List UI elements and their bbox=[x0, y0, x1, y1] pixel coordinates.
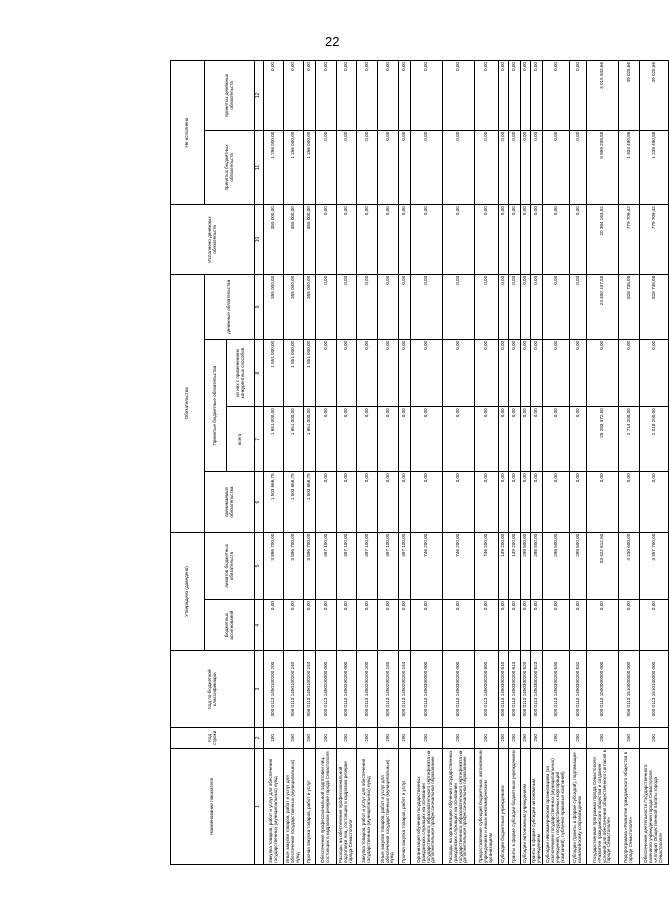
cell-name: Гранты в форме субсидии автономным учреждениям bbox=[531, 748, 543, 864]
column-number: 6 bbox=[255, 472, 264, 532]
cell-code: 200 bbox=[521, 727, 531, 748]
cell-code: 200 bbox=[337, 727, 357, 748]
rotated-table-container bbox=[170, 60, 663, 865]
cell-c11: 0,00 bbox=[531, 130, 543, 204]
cell-c7: 0,00 bbox=[509, 407, 521, 472]
cell-c11: 1 296 000,00 bbox=[284, 130, 304, 204]
cell-code: 200 bbox=[619, 727, 640, 748]
cell-kbk: 000 0113 1450300000 000 bbox=[411, 651, 443, 728]
cell-c4: 0,00 bbox=[316, 600, 337, 651]
cell-c10: 0,00 bbox=[411, 205, 443, 275]
cell-c10: 0,00 bbox=[337, 205, 357, 275]
cell-c7: 0,00 bbox=[399, 407, 411, 472]
header-limits: лимитов бюджетных обязательств bbox=[205, 532, 255, 599]
cell-c4: 0,00 bbox=[357, 600, 378, 651]
cell-c12: 0,00 bbox=[509, 61, 521, 131]
cell-code: 200 bbox=[587, 727, 619, 748]
cell-c4: 0,00 bbox=[443, 600, 475, 651]
header-code: Код строки bbox=[171, 727, 255, 748]
cell-c10: 0,00 bbox=[399, 205, 411, 275]
cell-c11: 1 296 000,00 bbox=[304, 130, 316, 204]
cell-c9: 23 400 107,58 bbox=[587, 274, 619, 339]
column-number: 10 bbox=[255, 205, 264, 275]
header-accepted-monetary-obl: принятых денежных обязательств bbox=[205, 61, 255, 131]
cell-code: 200 bbox=[640, 727, 669, 748]
header-approved: Утверждено (доведено) bbox=[171, 532, 205, 651]
cell-c7: 0,00 bbox=[337, 407, 357, 472]
cell-c12: 0,00 bbox=[521, 61, 531, 131]
column-number: 1 bbox=[255, 748, 264, 864]
cell-name: Субсидии бюджетным учреждениям bbox=[499, 748, 509, 864]
cell-name: Расходы на организацию обучения государственных гражданских служащих на основании государственного образовательного сертификата на дополнительное профессиональное образование bbox=[443, 748, 475, 864]
cell-c11: 0,00 bbox=[521, 130, 531, 204]
cell-c6: 1 503 666,75 bbox=[304, 472, 316, 532]
cell-c4: 0,00 bbox=[521, 600, 531, 651]
cell-c4: 0,00 bbox=[531, 600, 543, 651]
cell-c12: 49 025,66 bbox=[640, 61, 669, 131]
cell-c10: 779 709,42 bbox=[619, 205, 640, 275]
cell-code: 200 bbox=[531, 727, 543, 748]
column-number: 9 bbox=[255, 274, 264, 339]
cell-c6: 0,00 bbox=[587, 472, 619, 532]
cell-c11: 1 296 000,00 bbox=[264, 130, 284, 204]
cell-c5: 149 200,00 bbox=[509, 532, 521, 599]
cell-c4: 0,00 bbox=[543, 600, 570, 651]
cell-c12: 0,00 bbox=[264, 61, 284, 131]
cell-c10: 355 000,00 bbox=[284, 205, 304, 275]
header-accepted-budget-obl: принятых бюджетных обязательств bbox=[205, 130, 255, 204]
cell-c8: 0,00 bbox=[570, 339, 587, 406]
table-row bbox=[499, 61, 509, 865]
cell-c8: 0,00 bbox=[443, 339, 475, 406]
cell-c9: 828 735,08 bbox=[619, 274, 640, 339]
header-not-executed: Не исполнено bbox=[171, 61, 205, 205]
cell-c9: 0,00 bbox=[570, 274, 587, 339]
cell-c6: 0,00 bbox=[509, 472, 521, 532]
cell-kbk: 000 0113 1450300200 623 bbox=[531, 651, 543, 728]
table-row bbox=[509, 61, 521, 865]
cell-c6: 0,00 bbox=[357, 472, 378, 532]
cell-c8: 0,00 bbox=[640, 339, 669, 406]
cell-kbk: 000 0113 1450300200 600 bbox=[475, 651, 499, 728]
cell-c7: 0,00 bbox=[411, 407, 443, 472]
header-name: Наименование показателя bbox=[171, 748, 255, 864]
cell-c8: 0,00 bbox=[543, 339, 570, 406]
cell-c11: 0,00 bbox=[399, 130, 411, 204]
cell-c8: 0,00 bbox=[475, 339, 499, 406]
table-row bbox=[475, 61, 499, 865]
cell-c7: 0,00 bbox=[531, 407, 543, 472]
column-number: 4 bbox=[255, 600, 264, 651]
cell-c5: 3 896 700,00 bbox=[264, 532, 284, 599]
cell-c8: 1 551 000,00 bbox=[304, 339, 316, 406]
cell-c5: 746 200,00 bbox=[411, 532, 443, 599]
table-row bbox=[378, 61, 399, 865]
cell-name: Гранты в форме субсидии бюджетным учреждениям bbox=[509, 748, 521, 864]
cell-c5: 497 100,00 bbox=[399, 532, 411, 599]
cell-c11: 0,00 bbox=[499, 130, 509, 204]
cell-c7: 1 651 000,00 bbox=[284, 407, 304, 472]
cell-c9: 0,00 bbox=[399, 274, 411, 339]
cell-code: 200 bbox=[411, 727, 443, 748]
cell-c12: 0,00 bbox=[570, 61, 587, 131]
cell-c9: 0,00 bbox=[499, 274, 509, 339]
cell-c8: 0,00 bbox=[316, 339, 337, 406]
cell-kbk: 000 0113 1450100200 240 bbox=[284, 651, 304, 728]
cell-c12: 3 015 943,66 bbox=[587, 61, 619, 131]
cell-c9: 828 735,08 bbox=[640, 274, 669, 339]
cell-name: Прочая закупка товаров, работ и услуг bbox=[399, 748, 411, 864]
cell-c9: 0,00 bbox=[378, 274, 399, 339]
cell-c5: 497 100,00 bbox=[316, 532, 337, 599]
cell-c10: 0,00 bbox=[378, 205, 399, 275]
cell-c5: 497 100,00 bbox=[378, 532, 399, 599]
cell-name: Предоставление субсидий бюджетным, автономным учреждениям и иным некоммерческим организациям bbox=[475, 748, 499, 864]
cell-c5: 746 200,00 bbox=[475, 532, 499, 599]
cell-c11: 0,00 bbox=[475, 130, 499, 204]
cell-c6: 0,00 bbox=[521, 472, 531, 532]
table-row bbox=[570, 61, 587, 865]
cell-c8: 1 551 000,00 bbox=[284, 339, 304, 406]
cell-c9: 355 000,00 bbox=[304, 274, 316, 339]
cell-c6: 0,00 bbox=[640, 472, 669, 532]
table-row bbox=[264, 61, 284, 865]
cell-code: 200 bbox=[304, 727, 316, 748]
cell-c4: 0,00 bbox=[475, 600, 499, 651]
cell-c7: 0,00 bbox=[378, 407, 399, 472]
cell-c12: 49 025,66 bbox=[619, 61, 640, 131]
page-number: 22 bbox=[325, 34, 340, 49]
cell-kbk: 000 0113 1450100200 200 bbox=[264, 651, 284, 728]
cell-c8: 0,00 bbox=[357, 339, 378, 406]
cell-c5: 497 100,00 bbox=[357, 532, 378, 599]
cell-c8: 0,00 bbox=[587, 339, 619, 406]
cell-c5: 298 500,00 bbox=[531, 532, 543, 599]
cell-name: Закупка товаров, работ и услуг для обеспечения государственных (муниципальных) нужд bbox=[357, 748, 378, 864]
cell-c11: 0,00 bbox=[357, 130, 378, 204]
cell-c6: 1 503 666,75 bbox=[264, 472, 284, 532]
cell-c5: 298 500,00 bbox=[521, 532, 531, 599]
header-kbk: Код по бюджетной классификации bbox=[171, 651, 255, 728]
cell-c4: 0,00 bbox=[304, 600, 316, 651]
cell-c12: 0,00 bbox=[531, 61, 543, 131]
cell-c9: 0,00 bbox=[443, 274, 475, 339]
cell-c5: 298 500,00 bbox=[543, 532, 570, 599]
cell-c7: 0,00 bbox=[443, 407, 475, 472]
cell-name: Обеспечение профессиональной подготовки лиц, состоящих в кадровом резерве города Севастополя bbox=[316, 748, 337, 864]
table-row bbox=[337, 61, 357, 865]
table-row bbox=[316, 61, 337, 865]
cell-c5: 53 422 612,50 bbox=[587, 532, 619, 599]
cell-c9: 0,00 bbox=[509, 274, 521, 339]
cell-c8: 0,00 bbox=[399, 339, 411, 406]
cell-c11: 0,00 bbox=[378, 130, 399, 204]
cell-c4: 0,00 bbox=[284, 600, 304, 651]
cell-code: 200 bbox=[543, 727, 570, 748]
cell-code: 200 bbox=[316, 727, 337, 748]
cell-c8: 0,00 bbox=[499, 339, 509, 406]
cell-c12: 0,00 bbox=[499, 61, 509, 131]
table-row bbox=[357, 61, 378, 865]
cell-c4: 0,00 bbox=[411, 600, 443, 651]
cell-kbk: 000 0113 1510000000 000 bbox=[619, 651, 640, 728]
cell-c7: 2 714 200,00 bbox=[619, 407, 640, 472]
cell-code: 200 bbox=[378, 727, 399, 748]
cell-c9: 355 000,00 bbox=[264, 274, 284, 339]
cell-c12: 0,00 bbox=[443, 61, 475, 131]
table-row bbox=[543, 61, 570, 865]
cell-kbk: 000 0113 1450200200 200 bbox=[357, 651, 378, 728]
cell-c11: 1 934 490,58 bbox=[619, 130, 640, 204]
cell-c4: 0,00 bbox=[570, 600, 587, 651]
cell-c5: 3 896 700,00 bbox=[284, 532, 304, 599]
cell-c5: 497 100,00 bbox=[337, 532, 357, 599]
cell-kbk: 000 0113 1450300200 620 bbox=[521, 651, 531, 728]
cell-name: Субсидии (гранты в форме субсидий), подлежащие казначейскому сопровождению bbox=[570, 748, 587, 864]
cell-c11: 0,00 bbox=[337, 130, 357, 204]
cell-kbk: 000 0113 1450300200 613 bbox=[509, 651, 521, 728]
table-row bbox=[284, 61, 304, 865]
header-executed: Исполнено денежных обязательств bbox=[171, 205, 255, 275]
cell-kbk: 000 0113 1450200000 000 bbox=[316, 651, 337, 728]
cell-c4: 0,00 bbox=[509, 600, 521, 651]
cell-name: Обеспечение деятельности Государственного казенного учреждения города Севастополя «Аппарат Общественной палаты города Севастополя» bbox=[640, 748, 669, 864]
cell-c7: 0,00 bbox=[499, 407, 509, 472]
column-number: 11 bbox=[255, 130, 264, 204]
cell-kbk: 000 0113 1450200200 240 bbox=[378, 651, 399, 728]
cell-c4: 0,00 bbox=[337, 600, 357, 651]
column-number: 8 bbox=[255, 339, 264, 406]
cell-c10: 20 384 163,92 bbox=[587, 205, 619, 275]
header-monetary: денежные обязательства bbox=[205, 274, 255, 339]
column-number: 7 bbox=[255, 407, 264, 472]
cell-code: 200 bbox=[357, 727, 378, 748]
cell-c4: 0,00 bbox=[640, 600, 669, 651]
table-row bbox=[619, 61, 640, 865]
cell-c12: 0,00 bbox=[337, 61, 357, 131]
cell-c9: 0,00 bbox=[521, 274, 531, 339]
cell-c11: 0,00 bbox=[570, 130, 587, 204]
cell-c7: 1 651 000,00 bbox=[264, 407, 284, 472]
cell-kbk: 000 0113 1450200200 000 bbox=[337, 651, 357, 728]
cell-c9: 0,00 bbox=[337, 274, 357, 339]
cell-c12: 0,00 bbox=[543, 61, 570, 131]
cell-c6: 0,00 bbox=[399, 472, 411, 532]
cell-c7: 26 283 372,50 bbox=[587, 407, 619, 472]
cell-c10: 0,00 bbox=[521, 205, 531, 275]
table-row bbox=[587, 61, 619, 865]
cell-c10: 0,00 bbox=[316, 205, 337, 275]
cell-c10: 0,00 bbox=[475, 205, 499, 275]
cell-c5: 298 500,00 bbox=[570, 532, 587, 599]
cell-c8: 0,00 bbox=[337, 339, 357, 406]
cell-c5: 3 357 700,00 bbox=[640, 532, 669, 599]
cell-c7: 0,00 bbox=[475, 407, 499, 472]
cell-c8: 0,00 bbox=[531, 339, 543, 406]
cell-c6: 0,00 bbox=[337, 472, 357, 532]
cell-name: Иные закупки товаров, работ и услуг для обеспечения государственных (муниципальных) нужд bbox=[378, 748, 399, 864]
cell-c4: 0,00 bbox=[378, 600, 399, 651]
cell-c8: 0,00 bbox=[378, 339, 399, 406]
cell-name: Расходы на обеспечение профессиональной подготовки лиц, состоящих в кадровом резерве города Севастополя bbox=[337, 748, 357, 864]
cell-c11: 0,00 bbox=[543, 130, 570, 204]
cell-name: Прочая закупка товаров, работ и услуг bbox=[304, 748, 316, 864]
cell-c6: 0,00 bbox=[619, 472, 640, 532]
cell-kbk: 000 0113 1500000000 000 bbox=[587, 651, 619, 728]
cell-c9: 0,00 bbox=[475, 274, 499, 339]
cell-c7: 0,00 bbox=[543, 407, 570, 472]
cell-c6: 0,00 bbox=[570, 472, 587, 532]
cell-c5: 4 230 600,00 bbox=[619, 532, 640, 599]
cell-c10: 0,00 bbox=[357, 205, 378, 275]
cell-c12: 0,00 bbox=[304, 61, 316, 131]
cell-c5: 149 200,00 bbox=[499, 532, 509, 599]
cell-code: 200 bbox=[284, 727, 304, 748]
cell-c12: 0,00 bbox=[475, 61, 499, 131]
cell-c9: 355 000,00 bbox=[284, 274, 304, 339]
cell-c12: 0,00 bbox=[316, 61, 337, 131]
cell-name: Закупка товаров, работ и услуг для обеспечения государственных (муниципальных) нужд bbox=[264, 748, 284, 864]
cell-c6: 0,00 bbox=[499, 472, 509, 532]
cell-kbk: 000 0113 1450300200 632 bbox=[570, 651, 587, 728]
table-row bbox=[521, 61, 531, 865]
cell-c11: 0,00 bbox=[443, 130, 475, 204]
cell-c10: 0,00 bbox=[543, 205, 570, 275]
cell-c10: 0,00 bbox=[499, 205, 509, 275]
cell-kbk: 000 0113 1450300200 610 bbox=[499, 651, 509, 728]
cell-code: 200 bbox=[499, 727, 509, 748]
cell-c6: 0,00 bbox=[443, 472, 475, 532]
cell-c7: 2 018 200,00 bbox=[640, 407, 669, 472]
cell-c7: 1 651 000,00 bbox=[304, 407, 316, 472]
column-number: 3 bbox=[255, 651, 264, 728]
table-row bbox=[443, 61, 475, 865]
cell-kbk: 000 0113 1450200200 244 bbox=[399, 651, 411, 728]
cell-kbk: 000 0113 1450300200 000 bbox=[443, 651, 475, 728]
cell-c6: 0,00 bbox=[378, 472, 399, 532]
cell-c6: 0,00 bbox=[316, 472, 337, 532]
header-accepted-budget: Принятые бюджетные обязательства bbox=[205, 339, 227, 471]
cell-kbk: 000 0113 1450100200 244 bbox=[304, 651, 316, 728]
cell-c6: 0,00 bbox=[543, 472, 570, 532]
cell-c10: 355 000,00 bbox=[264, 205, 284, 275]
cell-c7: 0,00 bbox=[316, 407, 337, 472]
cell-c12: 0,00 bbox=[411, 61, 443, 131]
cell-c11: 0,00 bbox=[411, 130, 443, 204]
cell-c9: 0,00 bbox=[543, 274, 570, 339]
table-row bbox=[531, 61, 543, 865]
cell-code: 200 bbox=[399, 727, 411, 748]
cell-kbk: 000 0113 1510100000 000 bbox=[640, 651, 669, 728]
header-total: всего bbox=[227, 407, 255, 472]
cell-name: Субсидии автономным учреждениям bbox=[521, 748, 531, 864]
budget-execution-table bbox=[170, 60, 669, 865]
cell-c10: 355 000,00 bbox=[304, 205, 316, 275]
cell-c6: 0,00 bbox=[475, 472, 499, 532]
header-accepted: принимаемые обязательства bbox=[205, 472, 255, 532]
cell-c7: 0,00 bbox=[521, 407, 531, 472]
table-row bbox=[304, 61, 316, 865]
cell-c4: 0,00 bbox=[587, 600, 619, 651]
cell-c4: 0,00 bbox=[499, 600, 509, 651]
cell-c9: 0,00 bbox=[316, 274, 337, 339]
cell-c12: 0,00 bbox=[378, 61, 399, 131]
table-row bbox=[399, 61, 411, 865]
table-row bbox=[411, 61, 443, 865]
cell-c10: 0,00 bbox=[531, 205, 543, 275]
cell-c4: 0,00 bbox=[619, 600, 640, 651]
cell-c6: 0,00 bbox=[531, 472, 543, 532]
cell-kbk: 000 0113 1450300200 630 bbox=[543, 651, 570, 728]
cell-c10: 779 709,42 bbox=[640, 205, 669, 275]
cell-c6: 0,00 bbox=[411, 472, 443, 532]
cell-c8: 0,00 bbox=[521, 339, 531, 406]
cell-c8: 0,00 bbox=[619, 339, 640, 406]
cell-c4: 0,00 bbox=[399, 600, 411, 651]
cell-c5: 3 896 700,00 bbox=[304, 532, 316, 599]
cell-c11: 5 899 208,58 bbox=[587, 130, 619, 204]
cell-c9: 0,00 bbox=[411, 274, 443, 339]
cell-c9: 0,00 bbox=[357, 274, 378, 339]
cell-c9: 0,00 bbox=[531, 274, 543, 339]
cell-c12: 0,00 bbox=[399, 61, 411, 131]
cell-name: Субсидии некоммерческим организациям (за исключением государственных (муниципальных) учреждений, государственных корпораций (компаний), публично-правовых компаний) bbox=[543, 748, 570, 864]
cell-c12: 0,00 bbox=[284, 61, 304, 131]
cell-c11: 1 238 490,58 bbox=[640, 130, 669, 204]
cell-c12: 0,00 bbox=[357, 61, 378, 131]
cell-code: 200 bbox=[509, 727, 521, 748]
cell-c11: 0,00 bbox=[509, 130, 521, 204]
header-competitive: из них с применением конкурентных способов bbox=[227, 339, 255, 406]
cell-c7: 0,00 bbox=[357, 407, 378, 472]
cell-code: 200 bbox=[264, 727, 284, 748]
table-row bbox=[640, 61, 669, 865]
cell-name: Иные закупки товаров, работ и услуг для обеспечения государственных (муниципальных) нужд bbox=[284, 748, 304, 864]
cell-c8: 0,00 bbox=[509, 339, 521, 406]
header-obligations: Обязательства bbox=[171, 274, 205, 532]
cell-code: 200 bbox=[475, 727, 499, 748]
cell-c8: 0,00 bbox=[411, 339, 443, 406]
header-budget-allocations: бюджетных ассигнований bbox=[205, 600, 255, 651]
cell-code: 200 bbox=[443, 727, 475, 748]
column-number: 12 bbox=[255, 61, 264, 131]
cell-c10: 0,00 bbox=[443, 205, 475, 275]
cell-name: Государственная программа города Севастополя «Развитие гражданского общества и создание условий для обеспечения общественного согласия в городе Севастополе» bbox=[587, 748, 619, 864]
cell-code: 200 bbox=[570, 727, 587, 748]
cell-c10: 0,00 bbox=[509, 205, 521, 275]
cell-c6: 1 503 666,75 bbox=[284, 472, 304, 532]
column-number: 2 bbox=[255, 727, 264, 748]
cell-c4: 0,00 bbox=[264, 600, 284, 651]
cell-name: Организация обучения государственных гражданских служащих на основании государственного образовательного сертификата на дополнительное профессиональное образование bbox=[411, 748, 443, 864]
column-number: 5 bbox=[255, 532, 264, 599]
cell-c10: 0,00 bbox=[570, 205, 587, 275]
cell-c11: 0,00 bbox=[316, 130, 337, 204]
cell-c5: 746 200,00 bbox=[443, 532, 475, 599]
cell-name: Подпрограмма «Развитие гражданского общества в городе Севастополе» bbox=[619, 748, 640, 864]
cell-c8: 1 551 000,00 bbox=[264, 339, 284, 406]
cell-c7: 0,00 bbox=[570, 407, 587, 472]
